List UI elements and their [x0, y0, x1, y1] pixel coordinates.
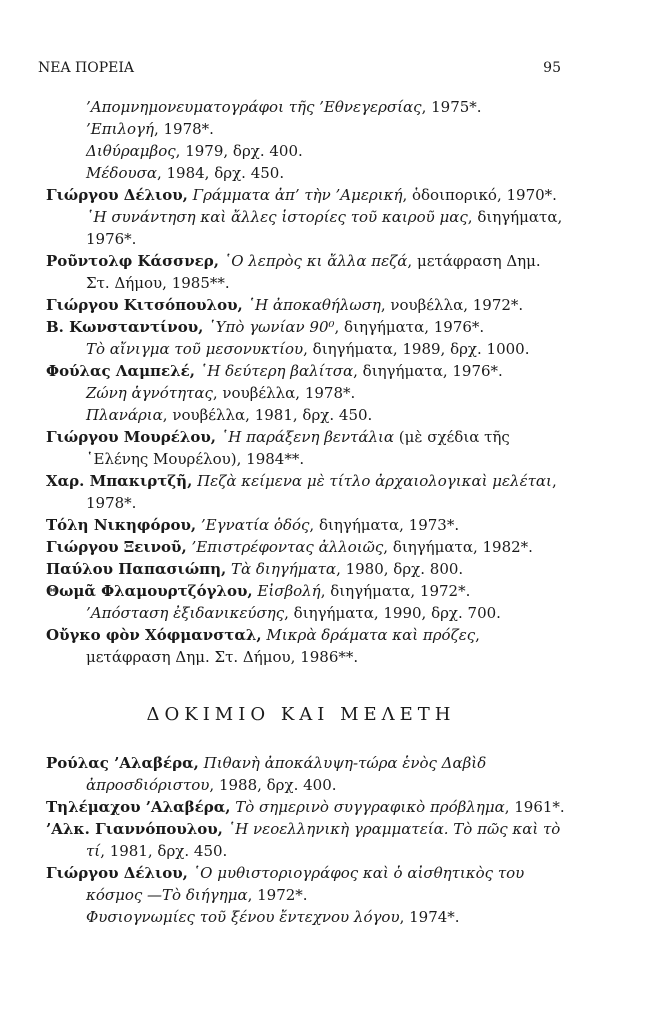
entry-details: , διηγήματα, 1972*.: [320, 582, 471, 600]
bibliography-entry: [46, 796, 566, 818]
bibliography-entry: [46, 250, 566, 294]
entry-title: ῾Η παράξενη βεντάλια: [220, 428, 395, 446]
entry-author: Τηλέμαχου ’Αλαβέρα,: [46, 798, 231, 816]
bibliography-entry: [46, 514, 566, 536]
entry-details: , 1988, δρχ. 400.: [209, 776, 337, 794]
running-header: [38, 60, 561, 82]
entry-author: Θωμᾶ Φλαμουρτζόγλου,: [46, 582, 253, 600]
entry-title: ῾Η συνάντηση καὶ ἄλλες ἱστορίες τοῦ καιροῦ μας: [86, 208, 468, 226]
bibliography-entry: [46, 602, 566, 624]
entry-author: Τόλη Νικηφόρου,: [46, 516, 197, 534]
entry-title: Εἰσβολή: [257, 582, 321, 600]
bibliography-entry: [46, 316, 566, 338]
entry-title: Τὰ διηγήματα: [231, 560, 337, 578]
entry-title: Ζώνη ἁγνότητας: [86, 384, 213, 402]
bibliography-entry: [46, 382, 566, 404]
entry-details: , νουβέλλα, 1981, δρχ. 450.: [162, 406, 373, 424]
entry-author: Οὔγκο φὸν Χόφμανσταλ,: [46, 626, 262, 644]
entry-details: , 1972*.: [247, 886, 308, 904]
entry-details: , 1978*.: [153, 120, 214, 138]
journal-title: ΝΕΑ ΠΟΡΕΙΑ: [38, 60, 134, 76]
entry-author: Χαρ. Μπακιρτζῆ,: [46, 472, 193, 490]
entry-details: , διηγήματα, 1989, δρχ. 1000.: [303, 340, 530, 358]
entry-title: ’Εγνατία ὁδός: [200, 516, 310, 534]
entry-title: Διθύραμβος: [86, 142, 176, 160]
entry-details: , διηγήματα, 1982*.: [383, 538, 533, 556]
entry-details: , 1974*.: [399, 908, 460, 926]
bibliography-entry: [46, 536, 566, 558]
entry-details: , 1961*.: [504, 798, 565, 816]
entry-title: Μικρὰ δράματα καὶ πρόζες: [266, 626, 476, 644]
entry-details: , διηγήματα, 1976*.: [353, 362, 503, 380]
entry-title: Τὸ σημερινὸ συγγραφικὸ πρόβλημα: [235, 798, 505, 816]
entry-details: , διηγήματα, 1976*.: [86, 208, 563, 248]
entry-details: , διηγήματα, 1990, δρχ. 700.: [284, 604, 501, 622]
essay-list: [46, 752, 566, 928]
entry-title: ῾Υπὸ γωνίαν 90⁰: [208, 318, 335, 336]
entry-title: Γράμματα ἀπ’ τὴν ’Αμερική: [192, 186, 403, 204]
entry-author: Ρούλας ’Αλαβέρα,: [46, 754, 199, 772]
entry-title: ῾Ο λεπρὸς κι ἄλλα πεζά: [223, 252, 408, 270]
entry-title: Πλανάρια: [86, 406, 163, 424]
entry-title: ῾Ο μυθιστοριογράφος καὶ ὁ αἰσθητικὸς του κόσμος —Τὸ διήγημα: [86, 864, 525, 904]
entry-author: Γιώργου Μουρέλου,: [46, 428, 216, 446]
entry-title: Μέδουσα: [86, 164, 157, 182]
bibliography-entry: [46, 360, 566, 382]
entry-author: Γιώργου Κιτσόπουλου,: [46, 296, 243, 314]
bibliography-entry: [46, 294, 566, 316]
entry-title: ’Απόσταση ἐξιδανικεύσης: [86, 604, 285, 622]
entry-details: , 1975*.: [421, 98, 482, 116]
entry-details: , διηγήματα, 1973*.: [309, 516, 460, 534]
entry-title: Πιθανὴ ἀποκάλυψη-τώρα ἑνὸς Δαβὶδ ἀπροσδιόριστου: [86, 754, 487, 794]
entry-details: (μὲ σχέδια τῆς ῾Ελένης Μουρέλου), 1984**.: [86, 428, 510, 468]
bibliography-entry: [46, 206, 566, 250]
bibliography-entry: [46, 752, 566, 796]
page-body: [46, 96, 566, 928]
entry-author: Γιώργου Ξεινοῦ,: [46, 538, 187, 556]
entry-details: , 1984, δρχ. 450.: [156, 164, 285, 182]
entry-details: , νουβέλλα, 1978*.: [212, 384, 356, 402]
entry-details: , μετάφραση Δημ. Στ. Δήμου, 1986**.: [86, 626, 480, 666]
bibliography-entry: [46, 338, 566, 360]
bibliography-entry: [46, 558, 566, 580]
bibliography-entry: [46, 140, 566, 162]
bibliography-entry: [46, 470, 566, 514]
bibliography-entry: [46, 162, 566, 184]
bibliography-entry: [46, 404, 566, 426]
entry-title: ’Επιστρέφοντας ἀλλοιῶς: [191, 538, 384, 556]
fiction-list: [46, 96, 566, 668]
entry-details: , 1978*.: [86, 472, 557, 512]
bibliography-entry: [46, 818, 566, 862]
entry-author: Φούλας Λαμπελέ,: [46, 362, 196, 380]
entry-details: , 1980, δρχ. 800.: [336, 560, 464, 578]
bibliography-entry: [46, 580, 566, 602]
bibliography-entry: [46, 96, 566, 118]
entry-details: , διηγήματα, 1976*.: [334, 318, 485, 336]
bibliography-entry: [46, 862, 566, 906]
bibliography-entry: [46, 184, 566, 206]
entry-details: , ὁδοιπορικό, 1970*.: [402, 186, 557, 204]
entry-title: Τὸ αἴνιγμα τοῦ μεσονυκτίου: [86, 340, 304, 358]
entry-title: ’Απομνημονευματογράφοι τῆς ’Εθνεγερσίας: [86, 98, 422, 116]
entry-author: Γιώργου Δέλιου,: [46, 186, 188, 204]
page-number: 95: [543, 60, 561, 76]
entry-author: Γιώργου Δέλιου,: [46, 864, 188, 882]
entry-details: , μετάφραση Δημ. Στ. Δήμου, 1985**.: [86, 252, 541, 292]
entry-title: ῾Η δεύτερη βαλίτσα: [199, 362, 354, 380]
entry-author: Ροῦντολφ Κάσσνερ,: [46, 252, 219, 270]
bibliography-entry: [46, 906, 566, 928]
entry-author: Β. Κωνσταντίνου,: [46, 318, 204, 336]
bibliography-entry: [46, 624, 566, 668]
bibliography-entry: [46, 118, 566, 140]
entry-details: , 1979, δρχ. 400.: [175, 142, 303, 160]
entry-details: , 1981, δρχ. 450.: [100, 842, 228, 860]
entry-title: Πεζὰ κείμενα μὲ τίτλο ἀρχαιολογικαὶ μελέται: [197, 472, 552, 490]
entry-title: Φυσιογνωμίες τοῦ ξένου ἔντεχνου λόγου: [86, 908, 400, 926]
entry-details: , νουβέλλα, 1972*.: [380, 296, 524, 314]
entry-author: ’Αλκ. Γιαννόπουλου,: [46, 820, 223, 838]
entry-title: ῾Η ἀποκαθήλωση: [247, 296, 381, 314]
section-heading: ΔΟΚΙΜΙΟ ΚΑΙ ΜΕΛΕΤΗ: [146, 704, 456, 725]
bibliography-entry: [46, 426, 566, 470]
entry-author: Παύλου Παπασιώπη,: [46, 560, 227, 578]
entry-title: ῾Η νεοελληνικὴ γραμματεία. Τὸ πῶς καὶ τὸ τί: [86, 820, 561, 860]
entry-title: ’Επιλογή: [86, 120, 154, 138]
